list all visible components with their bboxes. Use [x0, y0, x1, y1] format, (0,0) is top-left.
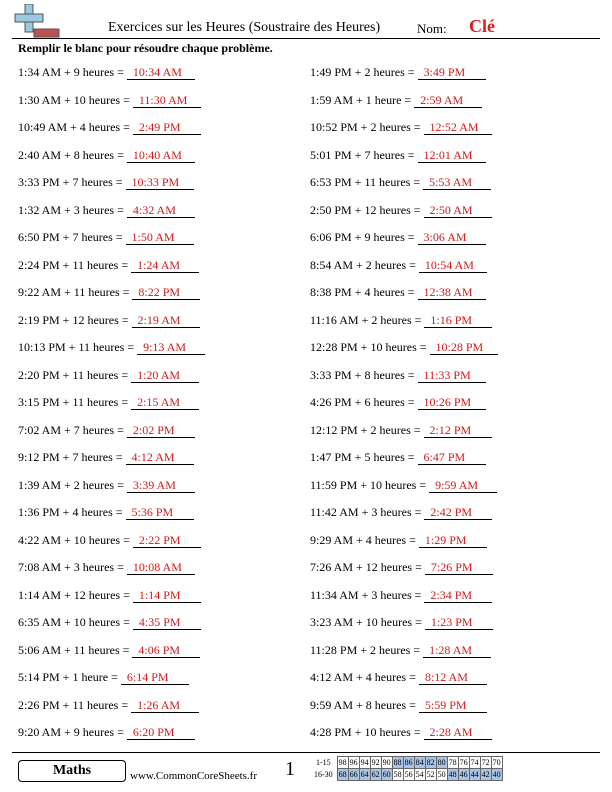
problem-question: 7:08 AM + 3 heures =	[18, 560, 127, 574]
problem-row	[18, 422, 195, 438]
problem-row	[18, 119, 201, 135]
answer-blank: 1:20 AM	[131, 368, 199, 383]
answer-blank: 3:39 AM	[127, 478, 195, 493]
problem-question: 1:59 AM + 1 heure =	[310, 92, 415, 107]
answer-blank: 2:34 PM	[424, 588, 492, 603]
score-cell: 52	[426, 769, 435, 779]
score-cell: 92	[371, 757, 380, 767]
score-cell: 90	[382, 757, 391, 767]
problem-row	[18, 587, 201, 603]
problem-question: 6:50 PM + 7 heures =	[18, 230, 126, 244]
answer-blank: 10:08 AM	[127, 560, 195, 575]
problem-row	[310, 229, 486, 245]
answer-blank: 6:14 PM	[121, 670, 189, 685]
site-url: www.CommonCoreSheets.fr	[130, 770, 257, 782]
problem-question: 1:39 AM + 2 heures =	[18, 477, 127, 492]
problem-question: 8:38 PM + 4 heures =	[310, 285, 418, 299]
problem-question: 12:12 PM + 2 heures =	[310, 422, 424, 437]
answer-blank: 2:12 PM	[424, 423, 492, 438]
answer-blank: 5:59 PM	[419, 698, 487, 713]
problem-row	[18, 504, 194, 520]
problem-question: 2:19 PM + 12 heures =	[18, 312, 132, 327]
problem-row	[310, 669, 487, 685]
problem-row	[310, 367, 486, 383]
answer-blank: 5:36 PM	[126, 505, 194, 520]
score-cell: 96	[349, 757, 358, 767]
problem-question: 1:36 PM + 4 heures =	[18, 505, 126, 519]
problem-row	[310, 119, 492, 135]
problem-row	[18, 559, 195, 575]
answer-blank: 6:47 PM	[418, 450, 486, 465]
score-cell: 58	[393, 769, 402, 779]
problem-row	[18, 64, 195, 80]
answer-blank: 10:26 PM	[418, 395, 486, 410]
problem-question: 12:28 PM + 10 heures =	[310, 340, 430, 354]
answer-key-label: Clé	[469, 16, 495, 36]
problem-row	[310, 422, 492, 438]
subject-badge: Maths	[18, 760, 126, 782]
problem-row	[310, 559, 493, 575]
problem-question: 1:32 AM + 3 heures =	[18, 202, 127, 217]
score-cell: 44	[470, 769, 479, 779]
problem-question: 10:49 AM + 4 heures =	[18, 120, 133, 134]
problem-row	[18, 339, 205, 355]
answer-blank: 9:59 AM	[429, 478, 497, 493]
problem-question: 6:53 PM + 11 heures =	[310, 175, 424, 189]
score-cell: 80	[437, 757, 446, 767]
answer-blank: 9:13 AM	[137, 340, 205, 355]
answer-blank: 12:52 AM	[424, 120, 492, 135]
score-cell: 98	[338, 757, 347, 767]
problem-question: 9:22 AM + 11 heures =	[18, 285, 133, 299]
problem-row	[18, 449, 194, 465]
score-row	[313, 757, 502, 769]
problem-row	[310, 257, 487, 273]
problem-row	[310, 174, 491, 190]
score-cell: 50	[437, 769, 446, 779]
answer-blank: 10:34 AM	[127, 65, 195, 80]
problem-row	[18, 477, 195, 493]
score-range-label: 16-30	[314, 769, 333, 779]
score-row	[313, 769, 502, 781]
problem-row	[310, 532, 487, 548]
score-cell: 42	[481, 769, 490, 779]
problem-question: 9:20 AM + 9 heures =	[18, 725, 127, 739]
score-cell: 86	[404, 757, 413, 767]
problem-question: 6:06 PM + 9 heures =	[310, 230, 418, 244]
problem-row	[310, 202, 492, 218]
score-cell: 56	[404, 769, 413, 779]
score-cell: 76	[459, 757, 468, 767]
score-cell: 88	[393, 757, 402, 767]
problem-row	[18, 312, 200, 328]
problem-question: 8:54 AM + 2 heures =	[310, 257, 419, 272]
name-label: Nom:	[417, 21, 447, 36]
score-cell: 46	[459, 769, 468, 779]
problem-row	[310, 614, 493, 630]
score-cell: 78	[448, 757, 457, 767]
problem-row	[18, 669, 189, 685]
problem-row	[310, 339, 498, 355]
answer-blank: 3:06 AM	[418, 230, 486, 245]
problem-question: 1:14 AM + 12 heures =	[18, 587, 133, 602]
answer-blank: 12:01 AM	[418, 148, 486, 163]
problem-question: 6:35 AM + 10 heures =	[18, 615, 133, 629]
answer-blank: 4:12 AM	[126, 450, 194, 465]
problem-question: 9:12 PM + 7 heures =	[18, 450, 126, 464]
problem-question: 11:16 AM + 2 heures =	[310, 312, 425, 327]
answer-blank: 1:14 PM	[133, 588, 201, 603]
problem-question: 10:13 PM + 11 heures =	[18, 340, 138, 354]
score-table	[313, 756, 503, 781]
problem-question: 9:59 AM + 8 heures =	[310, 697, 419, 712]
problem-row	[310, 92, 482, 108]
answer-blank: 2:15 AM	[131, 395, 199, 410]
score-cell: 82	[426, 757, 435, 767]
footer-divider	[12, 752, 600, 753]
instructions: Remplir le blanc pour résoudre chaque problème.	[18, 41, 273, 55]
score-cell: 68	[338, 769, 347, 779]
problem-row	[310, 449, 486, 465]
problem-question: 3:33 PM + 7 heures =	[18, 175, 126, 189]
answer-blank: 5:53 AM	[423, 175, 491, 190]
problem-row	[18, 614, 201, 630]
problem-question: 5:14 PM + 1 heure =	[18, 670, 121, 684]
problem-question: 2:26 PM + 11 heures =	[18, 697, 132, 712]
page-footer	[0, 752, 612, 792]
answer-blank: 7:26 PM	[425, 560, 493, 575]
problem-row	[310, 724, 492, 740]
problem-question: 11:42 AM + 3 heures =	[310, 505, 425, 519]
problem-row	[18, 229, 194, 245]
answer-blank: 2:59 AM	[414, 93, 482, 108]
answer-blank: 1:29 PM	[419, 533, 487, 548]
answer-blank: 2:49 PM	[133, 120, 201, 135]
problem-question: 2:50 PM + 12 heures =	[310, 202, 424, 217]
answer-blank: 2:28 AM	[424, 725, 492, 740]
answer-blank: 1:50 AM	[126, 230, 194, 245]
answer-blank: 10:28 PM	[430, 340, 498, 355]
problem-row	[310, 312, 492, 328]
problem-row	[18, 202, 195, 218]
problem-question: 2:24 PM + 11 heures =	[18, 257, 132, 272]
problem-row	[18, 174, 194, 190]
problem-question: 1:30 AM + 10 heures =	[18, 92, 133, 107]
answer-blank: 1:23 PM	[425, 615, 493, 630]
problem-question: 7:26 AM + 12 heures =	[310, 560, 425, 574]
answer-blank: 1:16 PM	[424, 313, 492, 328]
problem-question: 7:02 AM + 7 heures =	[18, 422, 127, 437]
score-range-label: 1-15	[316, 757, 331, 767]
worksheet-title: Exercices sur les Heures (Soustraire des Heures)	[108, 20, 381, 35]
problem-row	[18, 697, 199, 713]
answer-blank: 2:50 AM	[424, 203, 492, 218]
problem-row	[310, 284, 486, 300]
score-cell: 40	[492, 769, 501, 779]
score-cell: 66	[349, 769, 358, 779]
problem-question: 3:15 PM + 11 heures =	[18, 395, 132, 409]
answer-blank: 12:38 AM	[418, 285, 486, 300]
answer-blank: 4:35 PM	[133, 615, 201, 630]
answer-blank: 10:54 AM	[419, 258, 487, 273]
answer-blank: 4:06 PM	[132, 643, 200, 658]
problem-question: 4:26 PM + 6 heures =	[310, 395, 418, 409]
problem-row	[310, 64, 486, 80]
score-cell: 54	[415, 769, 424, 779]
problem-row	[18, 257, 199, 273]
score-cell: 70	[492, 757, 501, 767]
problem-question: 11:34 AM + 3 heures =	[310, 587, 425, 602]
answer-blank: 11:30 AM	[133, 93, 201, 108]
answer-blank: 4:32 AM	[127, 203, 195, 218]
problem-question: 1:34 AM + 9 heures =	[18, 65, 127, 79]
problem-row	[310, 697, 487, 713]
score-cell: 74	[470, 757, 479, 767]
score-cell: 62	[371, 769, 380, 779]
score-cell: 60	[382, 769, 391, 779]
answer-blank: 2:19 AM	[132, 313, 200, 328]
score-cell: 72	[481, 757, 490, 767]
score-cell: 48	[448, 769, 457, 779]
problem-question: 4:12 AM + 4 heures =	[310, 670, 419, 684]
problem-question: 9:29 AM + 4 heures =	[310, 532, 419, 547]
problem-row	[18, 284, 200, 300]
problem-question: 1:49 PM + 2 heures =	[310, 65, 418, 79]
score-cell: 64	[360, 769, 369, 779]
problem-question: 11:59 PM + 10 heures =	[310, 477, 430, 492]
answer-blank: 3:49 PM	[418, 65, 486, 80]
problem-question: 5:01 PM + 7 heures =	[310, 147, 418, 162]
problem-row	[310, 477, 497, 493]
problem-question: 10:52 PM + 2 heures =	[310, 120, 424, 134]
score-cell: 84	[415, 757, 424, 767]
problem-question: 2:40 AM + 8 heures =	[18, 147, 127, 162]
problem-question: 11:28 PM + 2 heures =	[310, 642, 424, 657]
problem-row	[18, 642, 200, 658]
problem-row	[18, 532, 201, 548]
answer-blank: 8:12 AM	[419, 670, 487, 685]
problem-question: 4:28 PM + 10 heures =	[310, 725, 424, 739]
answer-blank: 10:40 AM	[127, 148, 195, 163]
problem-question: 5:06 AM + 11 heures =	[18, 642, 133, 657]
answer-blank: 2:42 PM	[424, 505, 492, 520]
answer-blank: 6:20 PM	[127, 725, 195, 740]
page-number: 1	[285, 758, 295, 780]
problem-question: 3:33 PM + 8 heures =	[310, 367, 418, 382]
problem-row	[18, 367, 199, 383]
score-cell: 94	[360, 757, 369, 767]
problem-question: 4:22 AM + 10 heures =	[18, 532, 133, 547]
problem-row	[18, 92, 201, 108]
answer-blank: 2:02 PM	[127, 423, 195, 438]
problem-question: 2:20 PM + 11 heures =	[18, 367, 132, 382]
problem-row	[310, 504, 492, 520]
problem-row	[18, 394, 199, 410]
answer-blank: 1:26 AM	[131, 698, 199, 713]
problem-row	[310, 147, 486, 163]
problem-row	[18, 147, 195, 163]
answer-blank: 11:33 PM	[418, 368, 486, 383]
answer-blank: 8:22 PM	[132, 285, 200, 300]
answer-blank: 1:28 AM	[423, 643, 491, 658]
problem-row	[310, 587, 492, 603]
answer-blank: 10:33 PM	[126, 175, 194, 190]
problem-question: 1:47 PM + 5 heures =	[310, 450, 418, 464]
problem-question: 3:23 AM + 10 heures =	[310, 615, 425, 629]
problem-row	[310, 394, 486, 410]
answer-blank: 2:22 PM	[133, 533, 201, 548]
problem-row	[310, 642, 491, 658]
problem-row	[18, 724, 195, 740]
answer-blank: 1:24 AM	[131, 258, 199, 273]
